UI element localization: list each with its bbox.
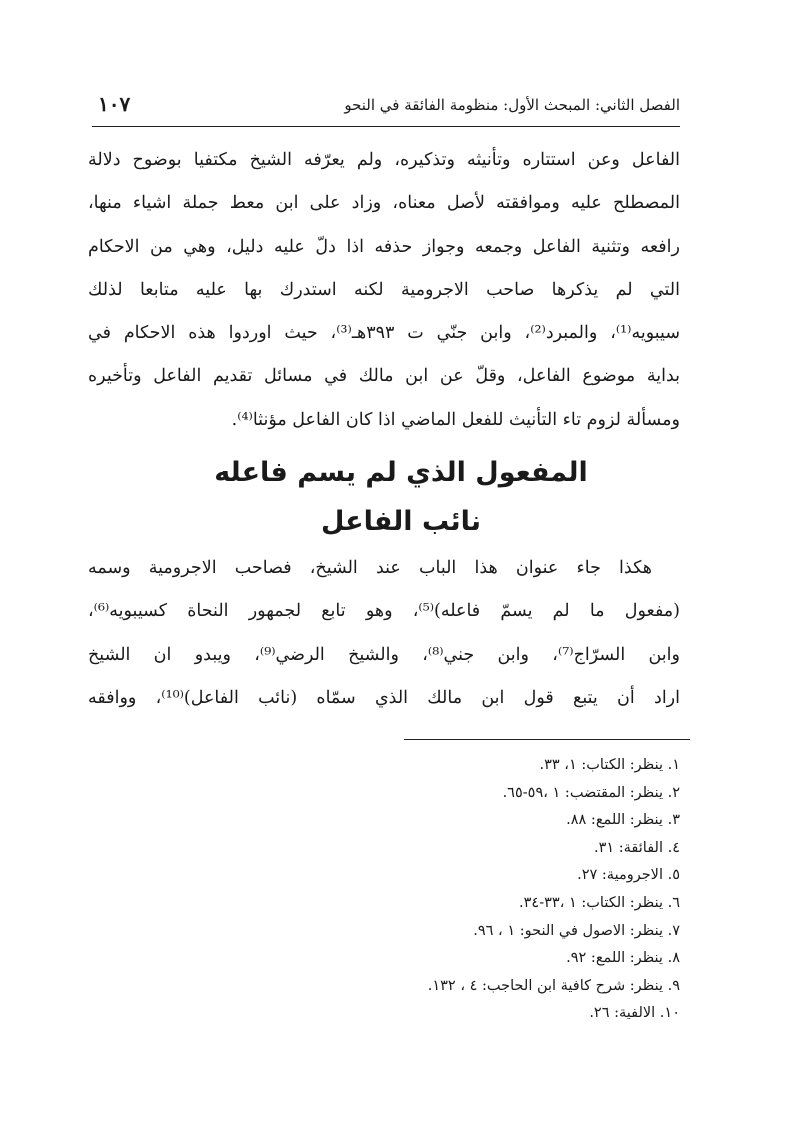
text-line: هكذا جاء عنوان هذا الباب عند الشيخ، فصاحب الاجرومية وسمه [88, 558, 652, 578]
footnote-separator [404, 739, 690, 740]
footnote: ٤. الفائقة: ٣١. [593, 839, 680, 856]
footnote: ٨. ينظر: اللمع: ٩٢. [566, 950, 680, 967]
footnote: ٥. الاجرومية: ٢٧. [577, 867, 680, 884]
text-line: بداية موضوع الفاعل، وقلّ عن ابن مالك في مسائل تقديم الفاعل وتأخيره [88, 366, 680, 387]
footnote: ١. ينظر: الكتاب: ١، ٣٣. [539, 757, 680, 773]
text-line: ومسألة لزوم تاء التأنيث للفعل الماضي اذا كان الفاعل مؤنثا⁽⁴⁾. [231, 409, 680, 430]
footnote: ٧. ينظر: الاصول في النحو: ١ ، ٩٦. [473, 922, 680, 939]
footnote: ١٠. الالفية: ٢٦. [589, 1005, 680, 1022]
text-line: رافعه وتثنية الفاعل وجمعه وجواز حذفه اذا دلّ عليه دليل، وهي من الاحكام [88, 236, 680, 257]
text-line: التي لم يذكرها صاحب الاجرومية لكنه استدرك بها عليه متابعا لذلك [88, 279, 680, 300]
paragraph-1 [88, 139, 680, 442]
footnotes [428, 752, 680, 1028]
footnote: ٣. ينظر: اللمع: ٨٨. [566, 812, 680, 829]
footnote: ٢. ينظر: المقتضب: ١ ،٥٩-٦٥. [502, 784, 680, 801]
text-line: (مفعول ما لم يسمّ فاعله)⁽⁵⁾، وهو تابع لجمهور النحاة كسيبويه⁽⁶⁾، [88, 601, 680, 622]
text-line: المصطلح عليه وموافقته لأصل معناه، وزاد على ابن معط جملة اشياء منها، [88, 193, 680, 214]
running-header [92, 90, 680, 127]
text-line: اراد أن يتبع قول ابن مالك الذي سمّاه (نائب الفاعل)⁽¹⁰⁾، ووافقه [88, 687, 680, 708]
page-number: ١٠٧ [98, 92, 131, 116]
footnote: ٩. ينظر: شرح كافية ابن الحاجب: ٤ ، ١٣٢. [427, 977, 680, 994]
text-line: وابن السرّاج⁽⁷⁾، وابن جني⁽⁸⁾، والشيخ الرضي⁽⁹⁾، ويبدو ان الشيخ [88, 644, 680, 665]
section-heading: المفعول الذي لم يسم فاعله [214, 457, 588, 488]
footnote: ٦. ينظر: الكتاب: ١ ،٣٣-٣٤. [519, 894, 680, 911]
chapter-title: الفصل الثاني: المبحث الأول: منظومة الفائقة في النحو [344, 96, 680, 114]
text-line: سيبويه⁽¹⁾، والمبرد⁽²⁾، وابن جنّي ت ٣٩٣هـ⁽³⁾، حيث اوردوا هذه الاحكام في [88, 323, 680, 344]
section-subheading: نائب الفاعل [321, 506, 481, 537]
paragraph-2 [88, 547, 680, 720]
text-line: الفاعل وعن استتاره وتأنيثه وتذكيره، ولم يعرّفه الشيخ مكتفيا بوضوح دلالة [88, 150, 680, 170]
